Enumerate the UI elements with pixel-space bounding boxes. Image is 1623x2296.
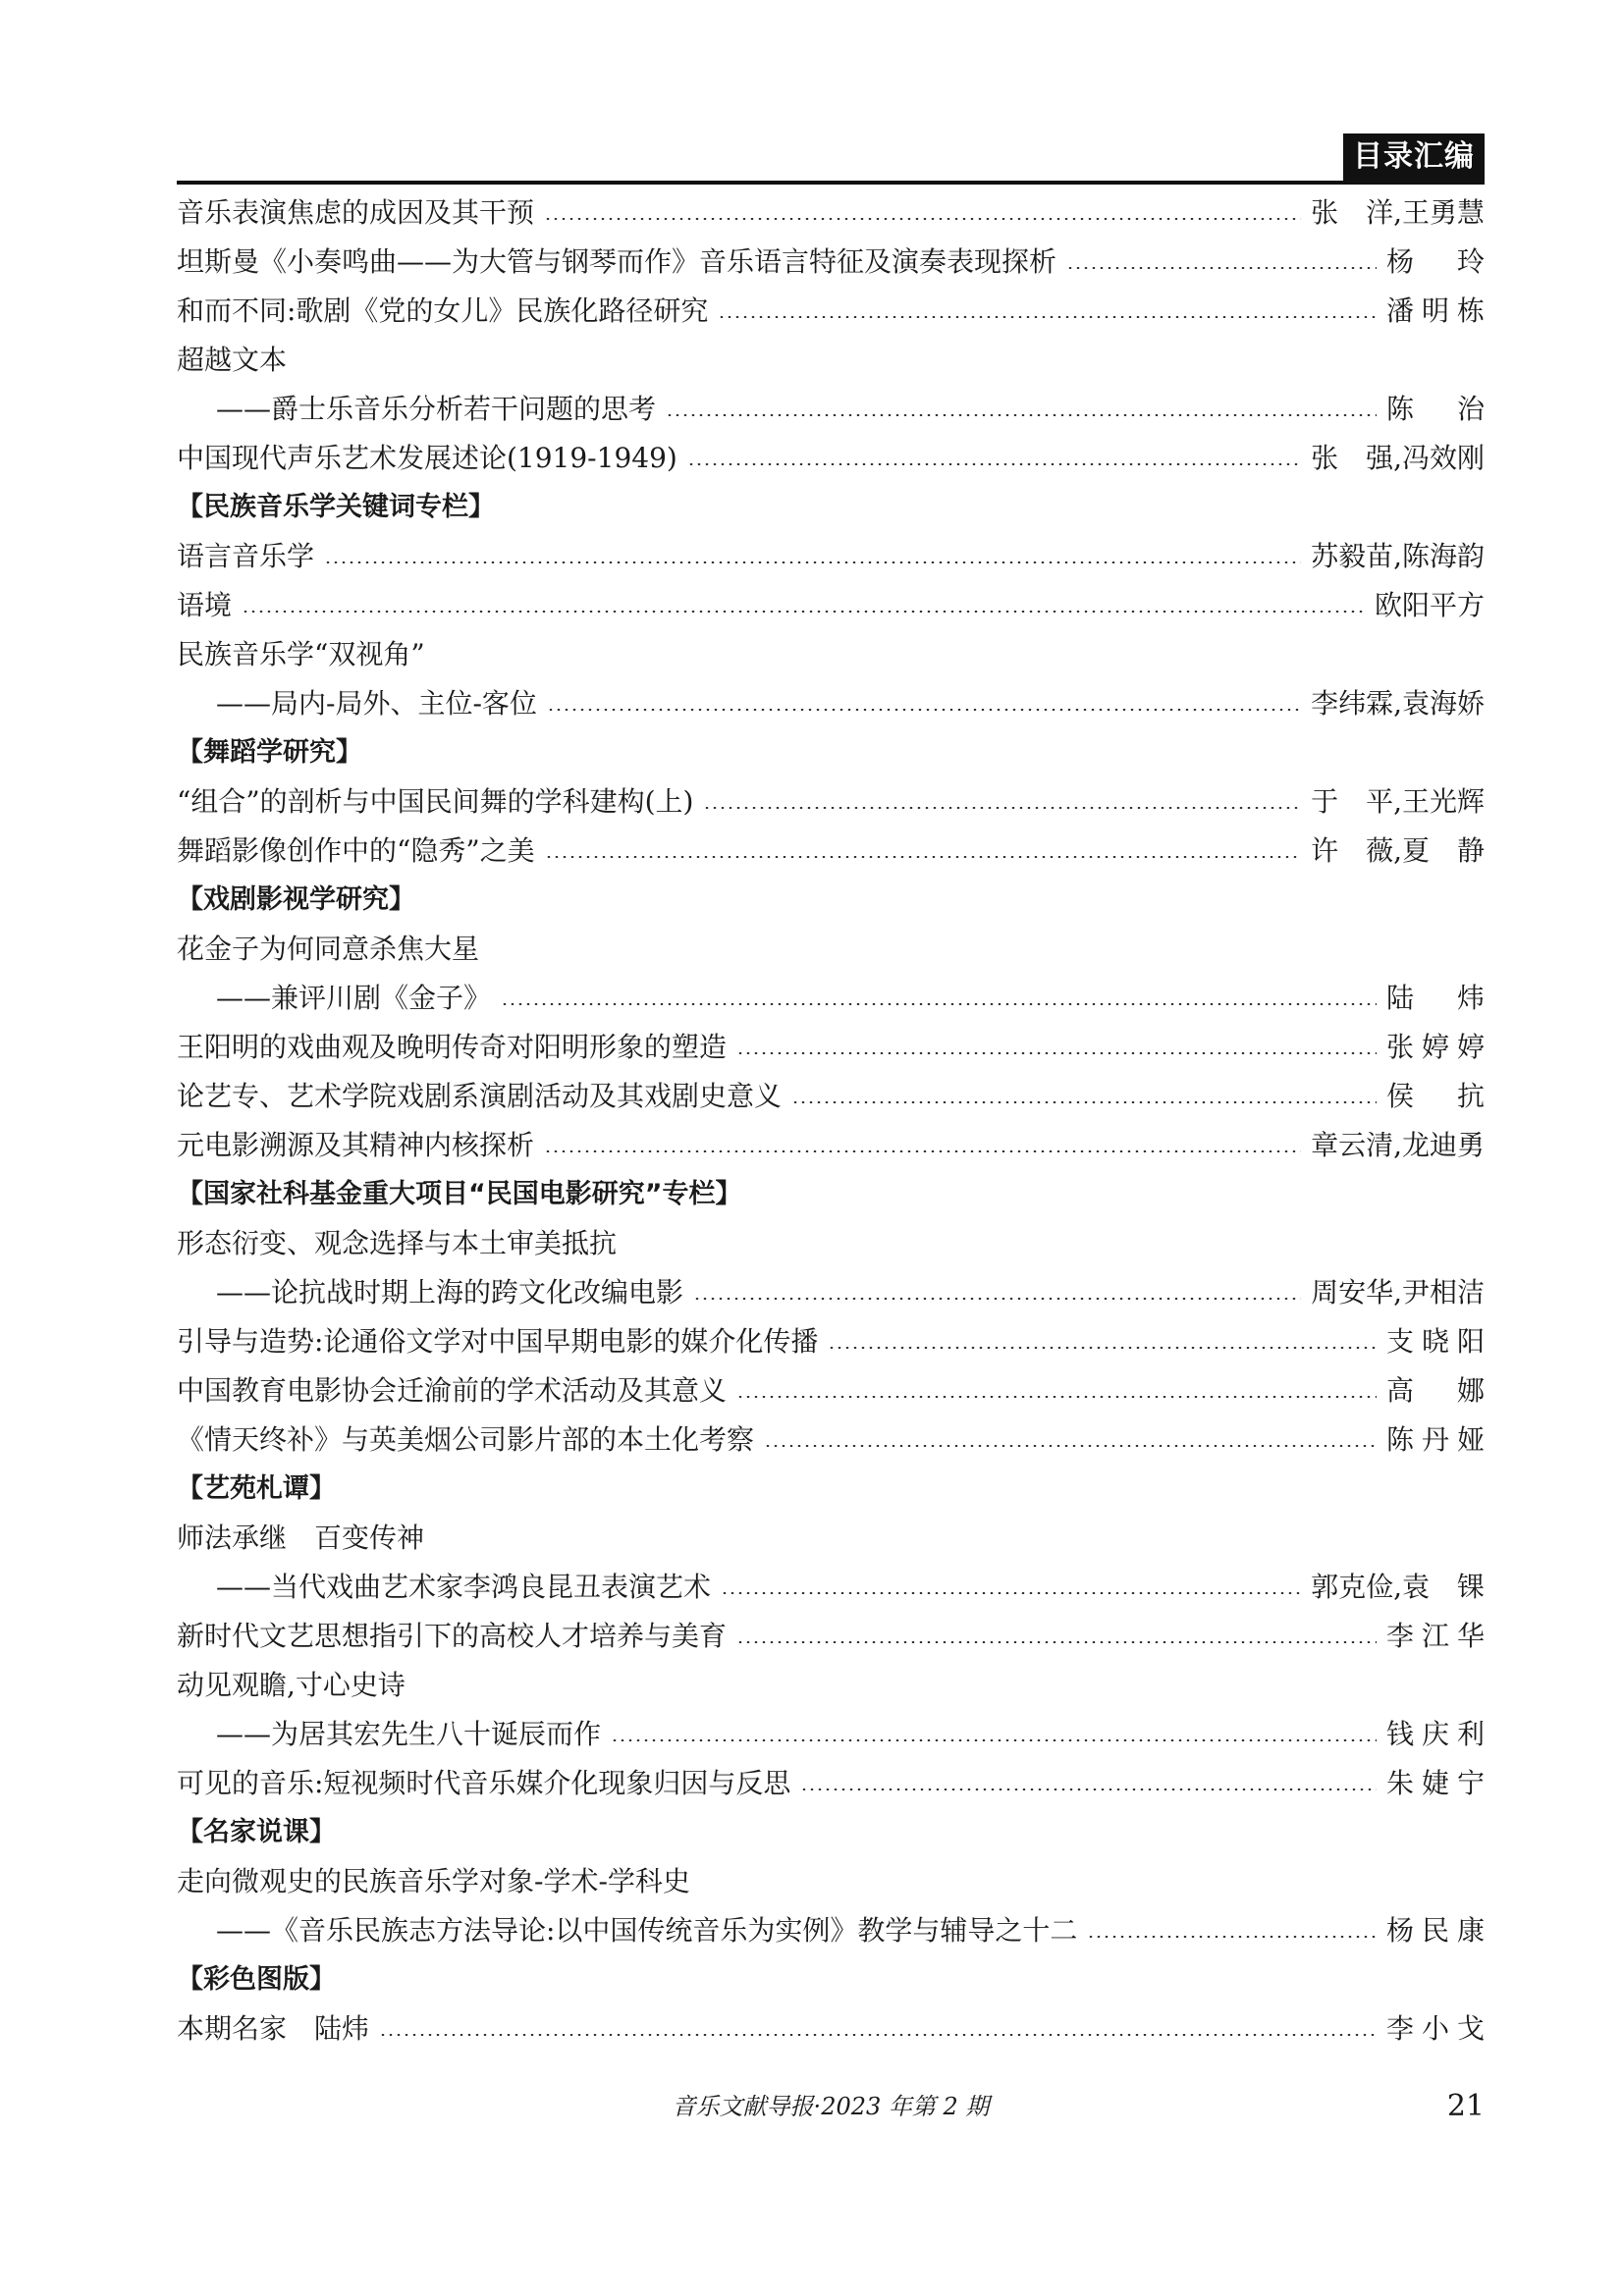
- toc-entry: [177, 2004, 1485, 2054]
- dot-leader: [687, 463, 1301, 465]
- dot-leader: [736, 1641, 1377, 1643]
- section-title: 【彩色图版】: [177, 1964, 336, 1995]
- section-badge: 目录汇编: [1343, 133, 1485, 181]
- toc-entry: [177, 581, 1485, 630]
- dot-leader: [324, 561, 1301, 563]
- dot-leader: [242, 611, 1365, 613]
- dot-leader: [828, 1347, 1377, 1349]
- dot-leader: [1066, 267, 1377, 269]
- toc-entry: [177, 1317, 1485, 1366]
- entry-title: ——为居其宏先生八十诞辰而作: [216, 1718, 602, 1750]
- toc-entry: [177, 1661, 1485, 1710]
- toc-entry: [177, 1219, 1485, 1268]
- toc-entry: [177, 1759, 1485, 1808]
- section-title: 【舞蹈学研究】: [177, 737, 362, 768]
- entry-title: ——爵士乐音乐分析若干问题的思考: [216, 393, 657, 425]
- dot-leader: [379, 2034, 1377, 2036]
- toc-entry: [177, 1563, 1485, 1612]
- entry-title: 形态衍变、观念选择与本土审美抵抗: [177, 1227, 618, 1259]
- toc-entry: [177, 827, 1485, 876]
- toc-entry: [177, 974, 1485, 1023]
- entry-title: 民族音乐学“双视角”: [177, 638, 425, 670]
- entry-title: ——局内-局外、主位-客位: [216, 687, 537, 720]
- toc-entry: [177, 188, 1485, 238]
- entry-title: 本期名家 陆炜: [177, 2012, 370, 2045]
- entry-title: 花金子为何同意杀焦大星: [177, 933, 480, 965]
- dot-leader: [544, 218, 1301, 220]
- entry-title: 超越文本: [177, 344, 288, 376]
- toc-entry: [177, 1415, 1485, 1465]
- section-title: 【戏剧影视学研究】: [177, 884, 415, 915]
- dot-leader: [544, 1150, 1301, 1152]
- entry-title: “组合”的剖析与中国民间舞的学科建构(上): [177, 785, 694, 818]
- entry-title: 动见观瞻,寸心史诗: [177, 1669, 406, 1701]
- dot-leader: [736, 1052, 1377, 1054]
- entry-title: 走向微观史的民族音乐学对象-学术-学科史: [177, 1865, 690, 1897]
- dot-leader: [703, 807, 1301, 809]
- entry-title: 引导与造势:论通俗文学对中国早期电影的媒介化传播: [177, 1325, 819, 1358]
- entry-title: ——当代戏曲艺术家李鸿良昆丑表演艺术: [216, 1571, 712, 1603]
- entry-title: ——论抗战时期上海的跨文化改编电影: [216, 1276, 684, 1308]
- dot-leader: [693, 1298, 1301, 1300]
- entry-author: 张婷婷: [1386, 1031, 1485, 1063]
- toc-entry: [177, 1612, 1485, 1661]
- toc-entry: [177, 1366, 1485, 1415]
- dot-leader: [791, 1101, 1377, 1103]
- dot-leader: [800, 1789, 1377, 1790]
- dot-leader: [721, 1592, 1301, 1594]
- entry-author: 高 娜: [1386, 1374, 1485, 1407]
- entry-author: 张 洋,王勇慧: [1311, 196, 1485, 229]
- toc-entry: [177, 630, 1485, 679]
- entry-title: 中国教育电影协会迁渝前的学术活动及其意义: [177, 1374, 728, 1407]
- entry-title: 元电影溯源及其精神内核探析: [177, 1129, 535, 1161]
- entry-title: 《情天终补》与英美烟公司影片部的本土化考察: [177, 1423, 755, 1456]
- toc-entry: [177, 1906, 1485, 1955]
- toc-entry: [177, 1121, 1485, 1170]
- toc-entry: [177, 1268, 1485, 1317]
- page-number: 21: [1446, 2089, 1485, 2123]
- entry-author: 张 强,冯效刚: [1311, 442, 1485, 474]
- entry-author: 杨 玲: [1386, 245, 1485, 278]
- dot-leader: [611, 1739, 1377, 1741]
- entry-author: 朱婕宁: [1386, 1767, 1485, 1799]
- entry-author: 钱庆利: [1386, 1718, 1485, 1750]
- entry-title: 论艺专、艺术学院戏剧系演剧活动及其戏剧史意义: [177, 1080, 783, 1112]
- entry-author: 潘明栋: [1386, 294, 1485, 327]
- entry-author: 侯 抗: [1386, 1080, 1485, 1112]
- dot-leader: [666, 414, 1377, 416]
- entry-author: 陈丹娅: [1386, 1423, 1485, 1456]
- entry-author: 于 平,王光辉: [1311, 785, 1485, 818]
- entry-author: 李纬霖,袁海娇: [1311, 687, 1485, 720]
- page-footer: [177, 2087, 1485, 2126]
- entry-title: 中国现代声乐艺术发展述论(1919-1949): [177, 442, 677, 474]
- dot-leader: [545, 856, 1301, 858]
- section-heading: [177, 876, 1485, 925]
- toc-entry: [177, 385, 1485, 434]
- dot-leader: [547, 709, 1301, 711]
- dot-leader: [1087, 1936, 1377, 1938]
- entry-title: 王阳明的戏曲观及晚明传奇对阳明形象的塑造: [177, 1031, 728, 1063]
- entry-title: 可见的音乐:短视频时代音乐媒介化现象归因与反思: [177, 1767, 791, 1799]
- section-heading: [177, 1170, 1485, 1219]
- entry-title: ——兼评川剧《金子》: [216, 982, 492, 1014]
- entry-author: 李江华: [1386, 1620, 1485, 1652]
- entry-title: 音乐表演焦虑的成因及其干预: [177, 196, 535, 229]
- toc-entry: [177, 287, 1485, 336]
- section-title: 【国家社科基金重大项目“民国电影研究”专栏】: [177, 1179, 742, 1209]
- section-heading: [177, 1808, 1485, 1857]
- entry-author: 支晓阳: [1386, 1325, 1485, 1358]
- table-of-contents: [177, 188, 1485, 2054]
- toc-entry: [177, 1710, 1485, 1759]
- section-title: 【名家说课】: [177, 1817, 336, 1847]
- entry-author: 章云清,龙迪勇: [1311, 1129, 1485, 1161]
- toc-entry: [177, 238, 1485, 287]
- entry-author: 杨民康: [1386, 1914, 1485, 1947]
- journal-issue: 音乐文献导报·2023 年第 2 期: [672, 2093, 990, 2120]
- header-rule: [177, 181, 1485, 185]
- page-header: [177, 133, 1485, 185]
- toc-entry: [177, 679, 1485, 728]
- entry-author: 苏毅苗,陈海韵: [1311, 540, 1485, 572]
- entry-author: 陈 治: [1386, 393, 1485, 425]
- dot-leader: [501, 1003, 1377, 1005]
- section-heading: [177, 728, 1485, 777]
- section-title: 【艺苑札谭】: [177, 1473, 336, 1504]
- section-heading: [177, 1465, 1485, 1514]
- dot-leader: [718, 316, 1377, 318]
- toc-entry: [177, 777, 1485, 827]
- toc-entry: [177, 925, 1485, 974]
- toc-entry: [177, 1023, 1485, 1072]
- dot-leader: [764, 1445, 1377, 1447]
- entry-author: 郭克俭,袁 锞: [1311, 1571, 1485, 1603]
- entry-title: 语言音乐学: [177, 540, 315, 572]
- entry-title: ——《音乐民族志方法导论:以中国传统音乐为实例》教学与辅导之十二: [216, 1914, 1078, 1947]
- toc-entry: [177, 434, 1485, 483]
- toc-entry: [177, 1514, 1485, 1563]
- toc-entry: [177, 532, 1485, 581]
- entry-title: 坦斯曼《小奏鸣曲——为大管与钢琴而作》音乐语言特征及演奏表现探析: [177, 245, 1057, 278]
- entry-title: 和而不同:歌剧《党的女儿》民族化路径研究: [177, 294, 709, 327]
- section-heading: [177, 483, 1485, 532]
- entry-author: 陆 炜: [1386, 982, 1485, 1014]
- entry-title: 舞蹈影像创作中的“隐秀”之美: [177, 834, 535, 867]
- section-title: 【民族音乐学关键词专栏】: [177, 492, 495, 522]
- entry-title: 新时代文艺思想指引下的高校人才培养与美育: [177, 1620, 728, 1652]
- entry-title: 语境: [177, 589, 233, 621]
- toc-entry: [177, 1857, 1485, 1906]
- toc-entry: [177, 336, 1485, 385]
- toc-entry: [177, 1072, 1485, 1121]
- dot-leader: [736, 1396, 1377, 1398]
- entry-author: 许 薇,夏 静: [1311, 834, 1485, 867]
- section-heading: [177, 1955, 1485, 2004]
- entry-author: 周安华,尹相洁: [1311, 1276, 1485, 1308]
- entry-author: 欧阳平方: [1374, 589, 1485, 621]
- entry-title: 师法承继 百变传神: [177, 1522, 425, 1554]
- entry-author: 李小戈: [1386, 2012, 1485, 2045]
